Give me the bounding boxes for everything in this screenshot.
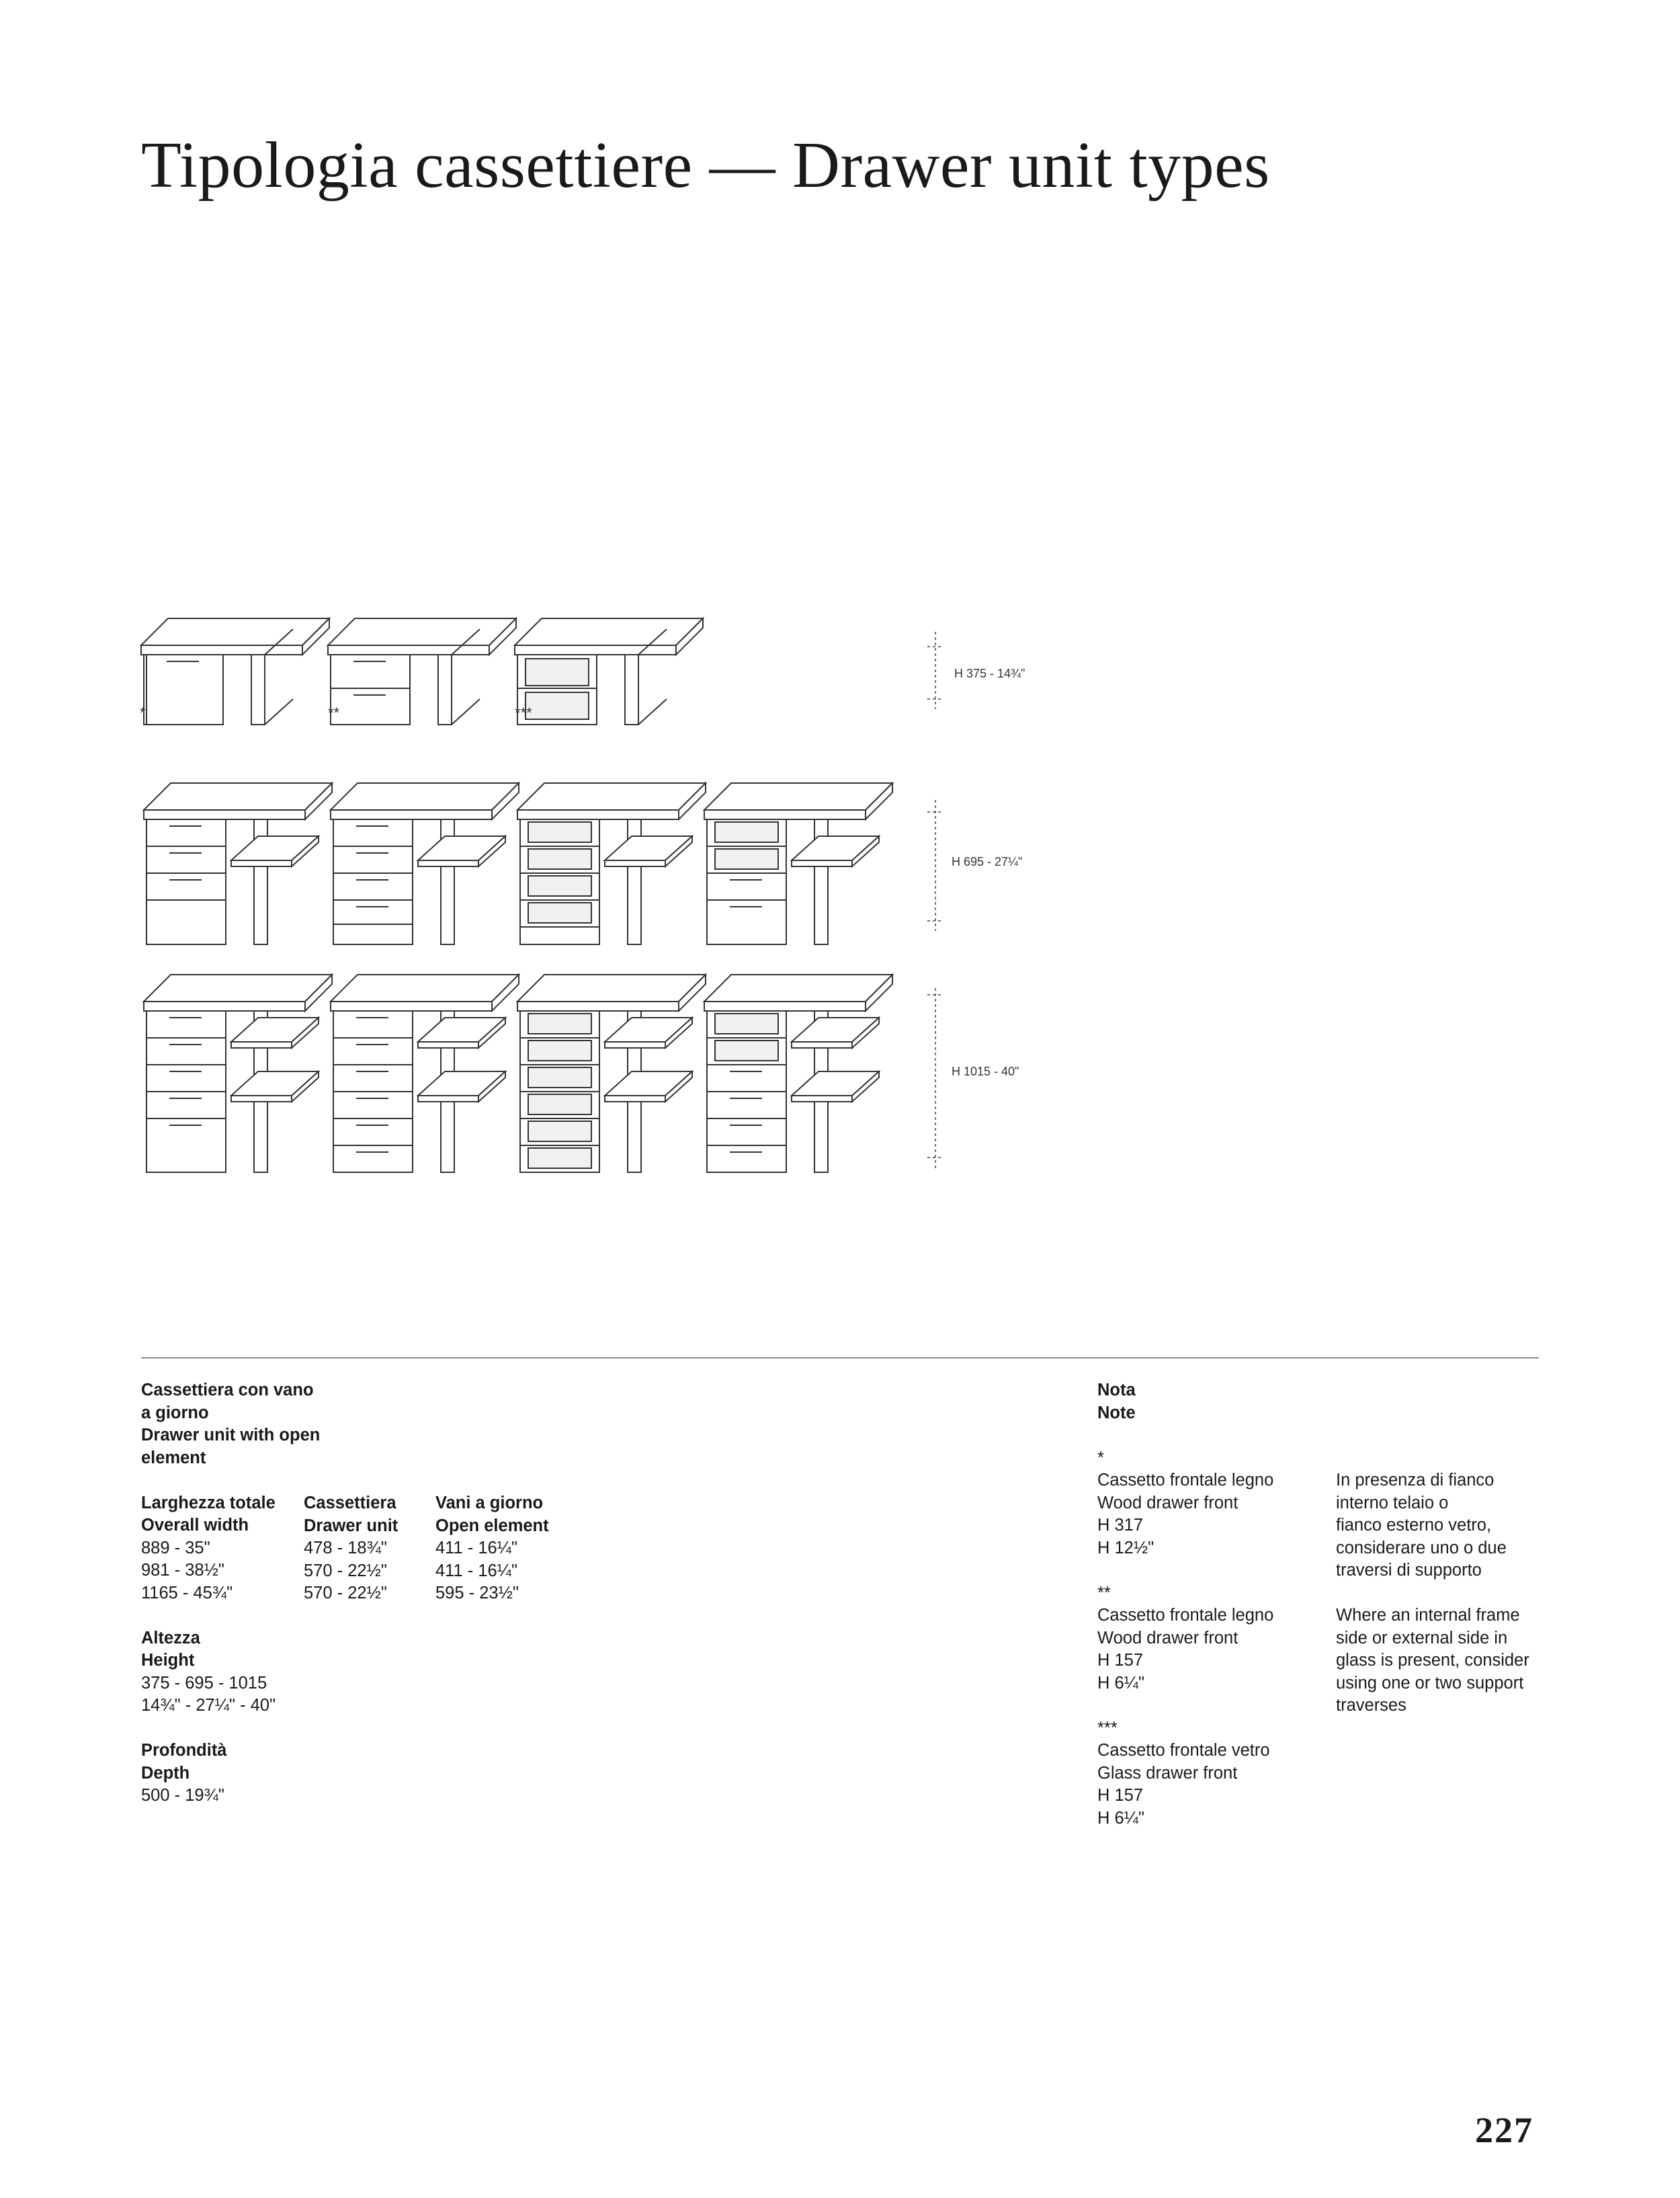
height-label-it: Altezza (141, 1628, 200, 1647)
note-marker: *** (1097, 1718, 1118, 1738)
marker-star-2: ** (328, 704, 340, 721)
marker-star-3: *** (515, 704, 532, 721)
drawer-unit-column: Cassettiera Drawer unit 478 - 18¾" 570 - 22½" 570 - 22½" (304, 1494, 398, 1602)
height-label-en: Height (141, 1651, 195, 1670)
height-label-1015: H 1015 - 40" (952, 1065, 1019, 1078)
height-label-695: H 695 - 27¼" (952, 855, 1023, 868)
height-dimension-lines (927, 632, 943, 1170)
section-divider (141, 1357, 1539, 1358)
open-element-column: Vani a giorno Open element 411 - 16¼" 411 - 16¼" 595 - 23½" (435, 1494, 549, 1602)
notes-block: Nota Note * Cassetto frontale legno Wood drawer front H 317 H 12½" ** Cassetto frontale legno Wood drawer front H 157 H 6¼" *** Cassetto frontale vetro Glass drawer front H 157 H 6¼" (1097, 1381, 1274, 1828)
depth-label-it: Profondità (141, 1741, 227, 1760)
marker-star-1: * (140, 704, 146, 721)
page-title: Tipologia cassettiere — Drawer unit types (141, 129, 1270, 202)
unit-row-1015 (144, 975, 892, 1172)
overall-width-label-en: Overall width (141, 1516, 249, 1535)
depth-label-en: Depth (141, 1763, 190, 1783)
note-marker: ** (1097, 1583, 1111, 1602)
unit-row-375 (141, 618, 703, 725)
side-note: In presenza di fianco interno telaio o fianco esterno vetro, considerare uno o due traversi di supporto Where an internal frame side or external side in glass is present, consider using one or two support traverses (1336, 1471, 1529, 1715)
overall-width-label-it: Larghezza totale (141, 1493, 276, 1512)
spec-heading: Cassettiera con vano a giorno Drawer unit with open element Larghezza totale Overall width 889 - 35" 981 - 38½" 1165 - 45¾" Altezza Height 375 - 695 - 1015 14¾" - 27¼" - 40" Profondità Depth 500 - 19¾" (141, 1381, 321, 1805)
height-label-375: H 375 - 14¾" (954, 667, 1025, 680)
note-marker: * (1097, 1448, 1104, 1467)
page-number: 227 (1475, 2110, 1534, 2150)
unit-row-695 (144, 783, 892, 944)
